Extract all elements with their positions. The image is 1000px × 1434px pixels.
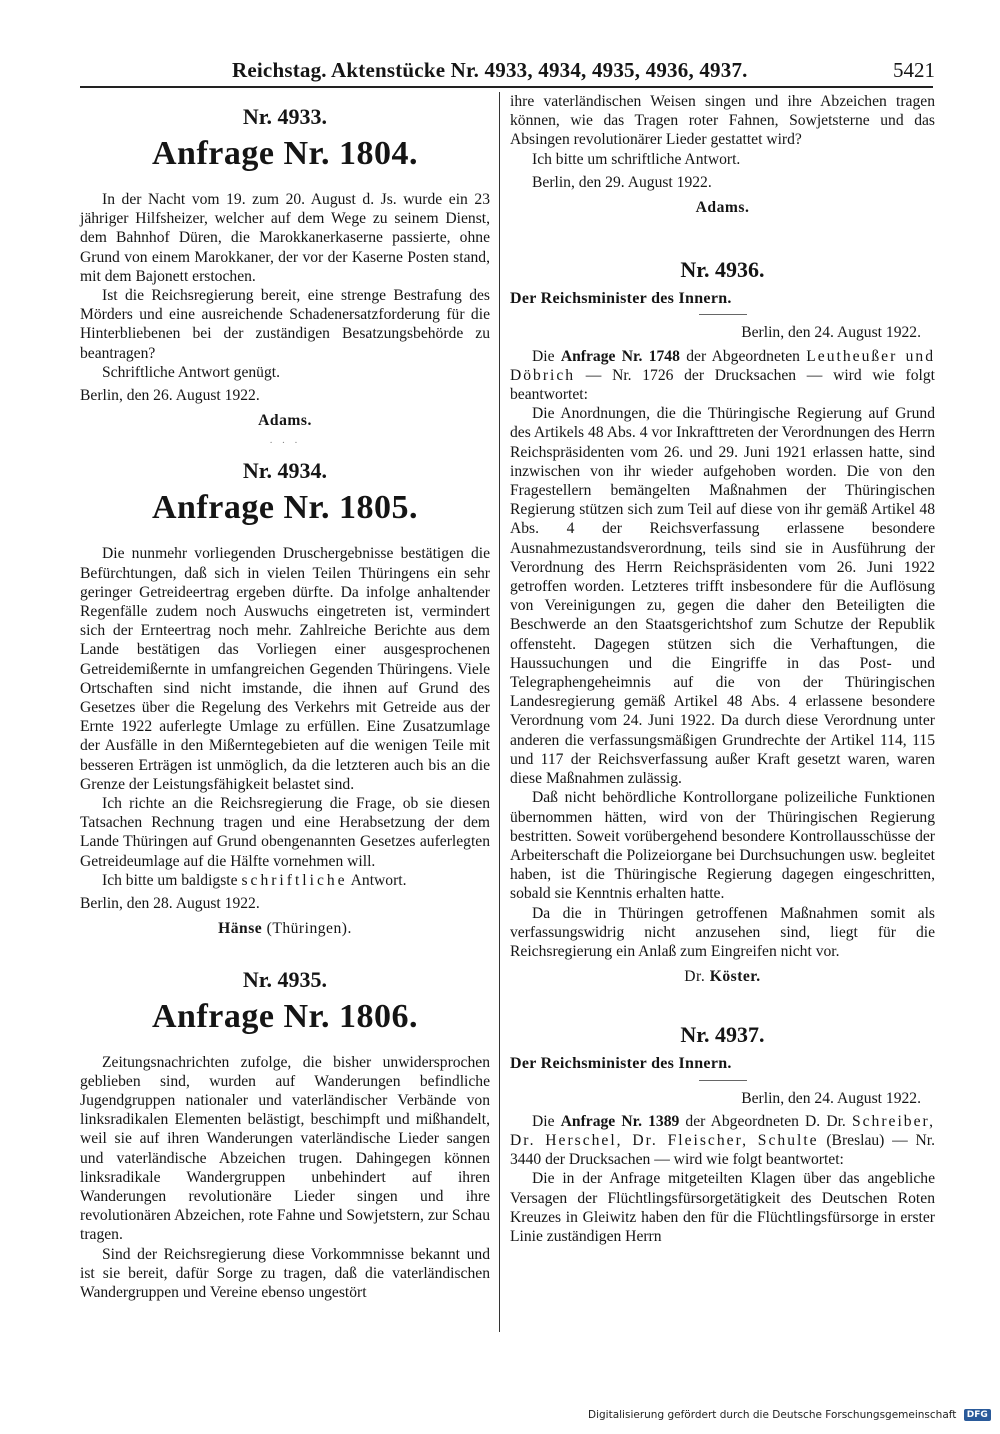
paragraph: Die nunmehr vorliegenden Druschergebnisse bestätigen die Befürchtungen, daß sich in vielen Teilen Thüringens ein sehr geringer Getreideertrag ergeben dürfte. Da infolge anhaltender Regenfälle zudem noch Auswuchs eingetreten ist, vermindert sich der Ernteertrag noch mehr. Zahlreiche Berichte aus dem Lande bestätigen das Vorliegen einer ausgesprochenen Getreidemißernte in umfangreichen Gegenden Thüringens. Viele Ortschaften sind nicht imstande, die ihnen auf Grund des Gesetzes über die Regelung des Verkehrs mit Getreide aus der Ernte 1922 auferlegte Umlage zu erfüllen. Eine Zusatzumlage der Ausfälle in den Mißerntegebieten auf die wenigen Teile mit besseren Erträgen ist unmöglich, da die letzteren auch bis an die Grenze der Leistungsfähigkeit belastet sind. [80,545,490,793]
column-divider [499,92,500,1332]
closing-text: Antwort. [350,871,407,889]
right-column [510,92,935,1246]
closing-line [80,871,490,890]
paragraph: Da die in Thüringen getroffenen Maßnahmen somit als verfassungswidrig nicht anzusehen sind, liegt für die Reichsregierung ein Anlaß zum Eingreifen nicht vor. [510,904,935,960]
paragraph: Ich richte an die Reichsregierung die Frage, ob sie diesen Tatsachen Rechnung tragen und eine Herabsetzung der dem Lande Thüringen auf Grund obengenannten Gesetzes auferlegten Getreideumlage auf die Hälfte vornehmen will. [80,795,490,870]
signature-name: Köster. [709,968,761,986]
signature: Adams. [258,412,312,430]
signature [80,919,490,938]
inquiry-reference: Anfrage Nr. 1389 [560,1112,680,1130]
document-number: Nr. 4936. [680,257,765,283]
intro-text: — Nr. 1726 der Drucksachen — wird wie folgt beantwortet: [510,366,935,404]
sender: Der Reichsminister des Innern. [510,290,732,308]
header-rule [80,86,933,88]
paragraph: Die in der Anfrage mitgeteilten Klagen über das angebliche Versagen der Flüchtlingsfürsorgetätigkeit des Deutschen Roten Kreuzes in Gleiwitz haben den für die Flüchtlingsfürsorge in erster Linie zuständigen Herrn [510,1170,935,1245]
document-4934 [80,456,490,938]
paragraph: Ist die Reichsregierung bereit, eine strenge Bestrafung des Mörders und eine ausreichende Schadenersatzforderung für die Hinterbliebenen bei der zuständigen Besatzungsbehörde zu beantragen? [80,287,490,362]
deputy-names: Schreiber, Dr. Herschel, Dr. Fleischer, Schulte [510,1112,935,1149]
page-number: 5421 [893,58,935,82]
document-4935 [80,965,490,1303]
signature: Adams. [695,199,750,217]
dateline: Berlin, den 24. August 1922. [741,324,921,342]
signature-name: Hänse [218,920,263,938]
document-4935-continued [510,92,935,217]
sender: Der Reichsminister des Innern. [510,1055,732,1073]
intro-text: Die [532,1112,555,1130]
closing-emphasis: schriftliche [241,871,348,889]
paragraph: Zeitungsnachrichten zufolge, die bisher unwidersprochen geblieben sind, wurden auf Wanderungen befindliche Jugendgruppen nationaler und vaterländischer Verbände von linksradikalen Elementen belästigt, beschimpft und mißhandelt, weil sie auf ihren Wanderungen vaterländische Lieder sangen und vaterländische Abzeichen trugen. Dahingegen können linksradikale Wandergruppen unbehindert auf ihren Wanderungen revolutionäre Lieder singen und ihre revolutionären Abzeichen, rote Fahne und Sowjetstern, zur Schau tragen. [80,1053,490,1244]
signature-region: (Thüringen). [266,920,352,938]
inquiry-title: Anfrage Nr. 1805. [152,489,418,527]
closing-line: Ich bitte um schriftliche Antwort. [532,150,741,168]
left-column [80,92,490,1302]
separator [699,1080,747,1081]
separator [699,314,747,315]
intro-paragraph [510,347,935,405]
dateline: Berlin, den 28. August 1922. [80,895,260,913]
footer-text: Digitalisierung gefördert durch die Deutsche Forschungsgemeinschaft [588,1409,957,1421]
paragraph: Sind der Reichsregierung diese Vorkommnisse bekannt und ist sie bereit, dafür Sorge zu tragen, daß die vaterländischen Wandergruppen und Vereine ebenso ungestört [80,1245,490,1301]
separator: · · · [269,437,301,450]
document-4937 [510,1020,935,1246]
intro-text: der Abgeordneten [686,347,800,365]
closing-text: Ich bitte um baldigste [102,871,238,889]
paragraph: Daß nicht behördliche Kontrollorgane polizeiliche Funktionen übernommen hätten, wird von der Thüringischen Regierung bestritten. Soweit vorübergehend besondere Kontrollausschüsse der Arbeiterschaft die Polizeiorgane bei Durchsuchungen usw. begleitet haben, ist die Thüringische Regierung dagegen eingeschritten, sobald sie Kenntnis erhalten hatte. [510,789,935,903]
document-4933 [80,102,490,450]
paragraph: Die Anordnungen, die die Thüringische Regierung auf Grund des Artikels 48 Abs. 4 vor Inkrafttreten der Verordnungen des Herrn Reichspräsidenten vom 26. und 29. Juni 1921 erlassen hatte, sind inzwischen von ihr wieder aufgehoben worden. Die von den Fragestellern bemängelten Maßnahmen der Thüringischen Regierung stützen sich zum Teil auf diese von ihr gemäß Artikel 48 Abs. 4 der Reichsverfassung erlassene besondere Ausnahmezustandsverordnung, teils sind sie in Ausführung der Verordnung des Herrn Reichspräsidenten vom 26. Juni 1922 getroffen worden. Letzteres trifft insbesondere für die Auflösung von Vereinigungen zu, gegen die daher den Beteiligten die Beschwerde an den Staatsgerichtshof zum Schutze der Republik offensteht. Dagegen stützen sich die Verhaftungen, die Haussuchungen und die Eingriffe in das Post- und Telegraphengeheimnis auf die von der Thüringischen Landesregierung gemäß Artikel 48 Abs. 4 erlassene besondere Verordnung vom 24. Juni 1922. Da durch diese Verordnung unter anderen die verfassungsmäßigen Grundrechte der Artikel 114, 115 und 117 der Reichsverfassung außer Kraft gesetzt waren, waren diese Maßnahmen zulässig. [510,405,935,788]
paragraph: In der Nacht vom 19. zum 20. August d. Js. wurde ein 23 jähriger Hilfsheizer, welcher auf dem Wege zu seinem Dienst, dem Bahnhof Düren, die Marokkanerkaserne passierte, ohne Grund von einem Marokkaner, der vor der Kaserne Posten stand, mit dem Bajonett erstochen. [80,191,490,285]
document-number: Nr. 4935. [242,966,328,992]
dateline: Berlin, den 24. August 1922. [741,1089,921,1107]
paragraph: ihre vaterländischen Weisen singen und ihre Abzeichen tragen können, wie das Tragen roter Fahnen, Sowjetsterne und das Absingen revolutionärer Lieder gestattet wird? [510,93,935,149]
dateline: Berlin, den 26. August 1922. [80,387,260,405]
intro-text: (Breslau) — Nr. 3440 der Drucksachen — wird wie folgt beantwortet: [510,1131,935,1169]
dfg-logo: DFG [964,1409,991,1421]
document-4936 [510,255,935,986]
inquiry-title: Anfrage Nr. 1804. [152,135,418,172]
signature [510,967,935,986]
document-number: Nr. 4934. [242,458,328,484]
document-number: Nr. 4937. [680,1022,765,1048]
document-number: Nr. 4933. [242,104,328,129]
running-head [0,58,1000,88]
inquiry-title: Anfrage Nr. 1806. [152,997,418,1035]
intro-text: der Abgeordneten D. Dr. [685,1112,846,1130]
intro-text: Die [532,347,555,365]
dateline: Berlin, den 29. August 1922. [532,173,712,191]
signature-title: Dr. [684,968,706,986]
inquiry-reference: Anfrage Nr. 1748 [560,347,680,365]
digitization-footer [588,1409,991,1421]
closing-line: Schriftliche Antwort genügt. [102,363,280,381]
intro-paragraph [510,1112,935,1170]
running-head-title: Reichstag. Aktenstücke Nr. 4933, 4934, 4935, 4936, 4937. [232,58,748,82]
deputy-names: Leutheußer und Döbrich [510,347,935,384]
